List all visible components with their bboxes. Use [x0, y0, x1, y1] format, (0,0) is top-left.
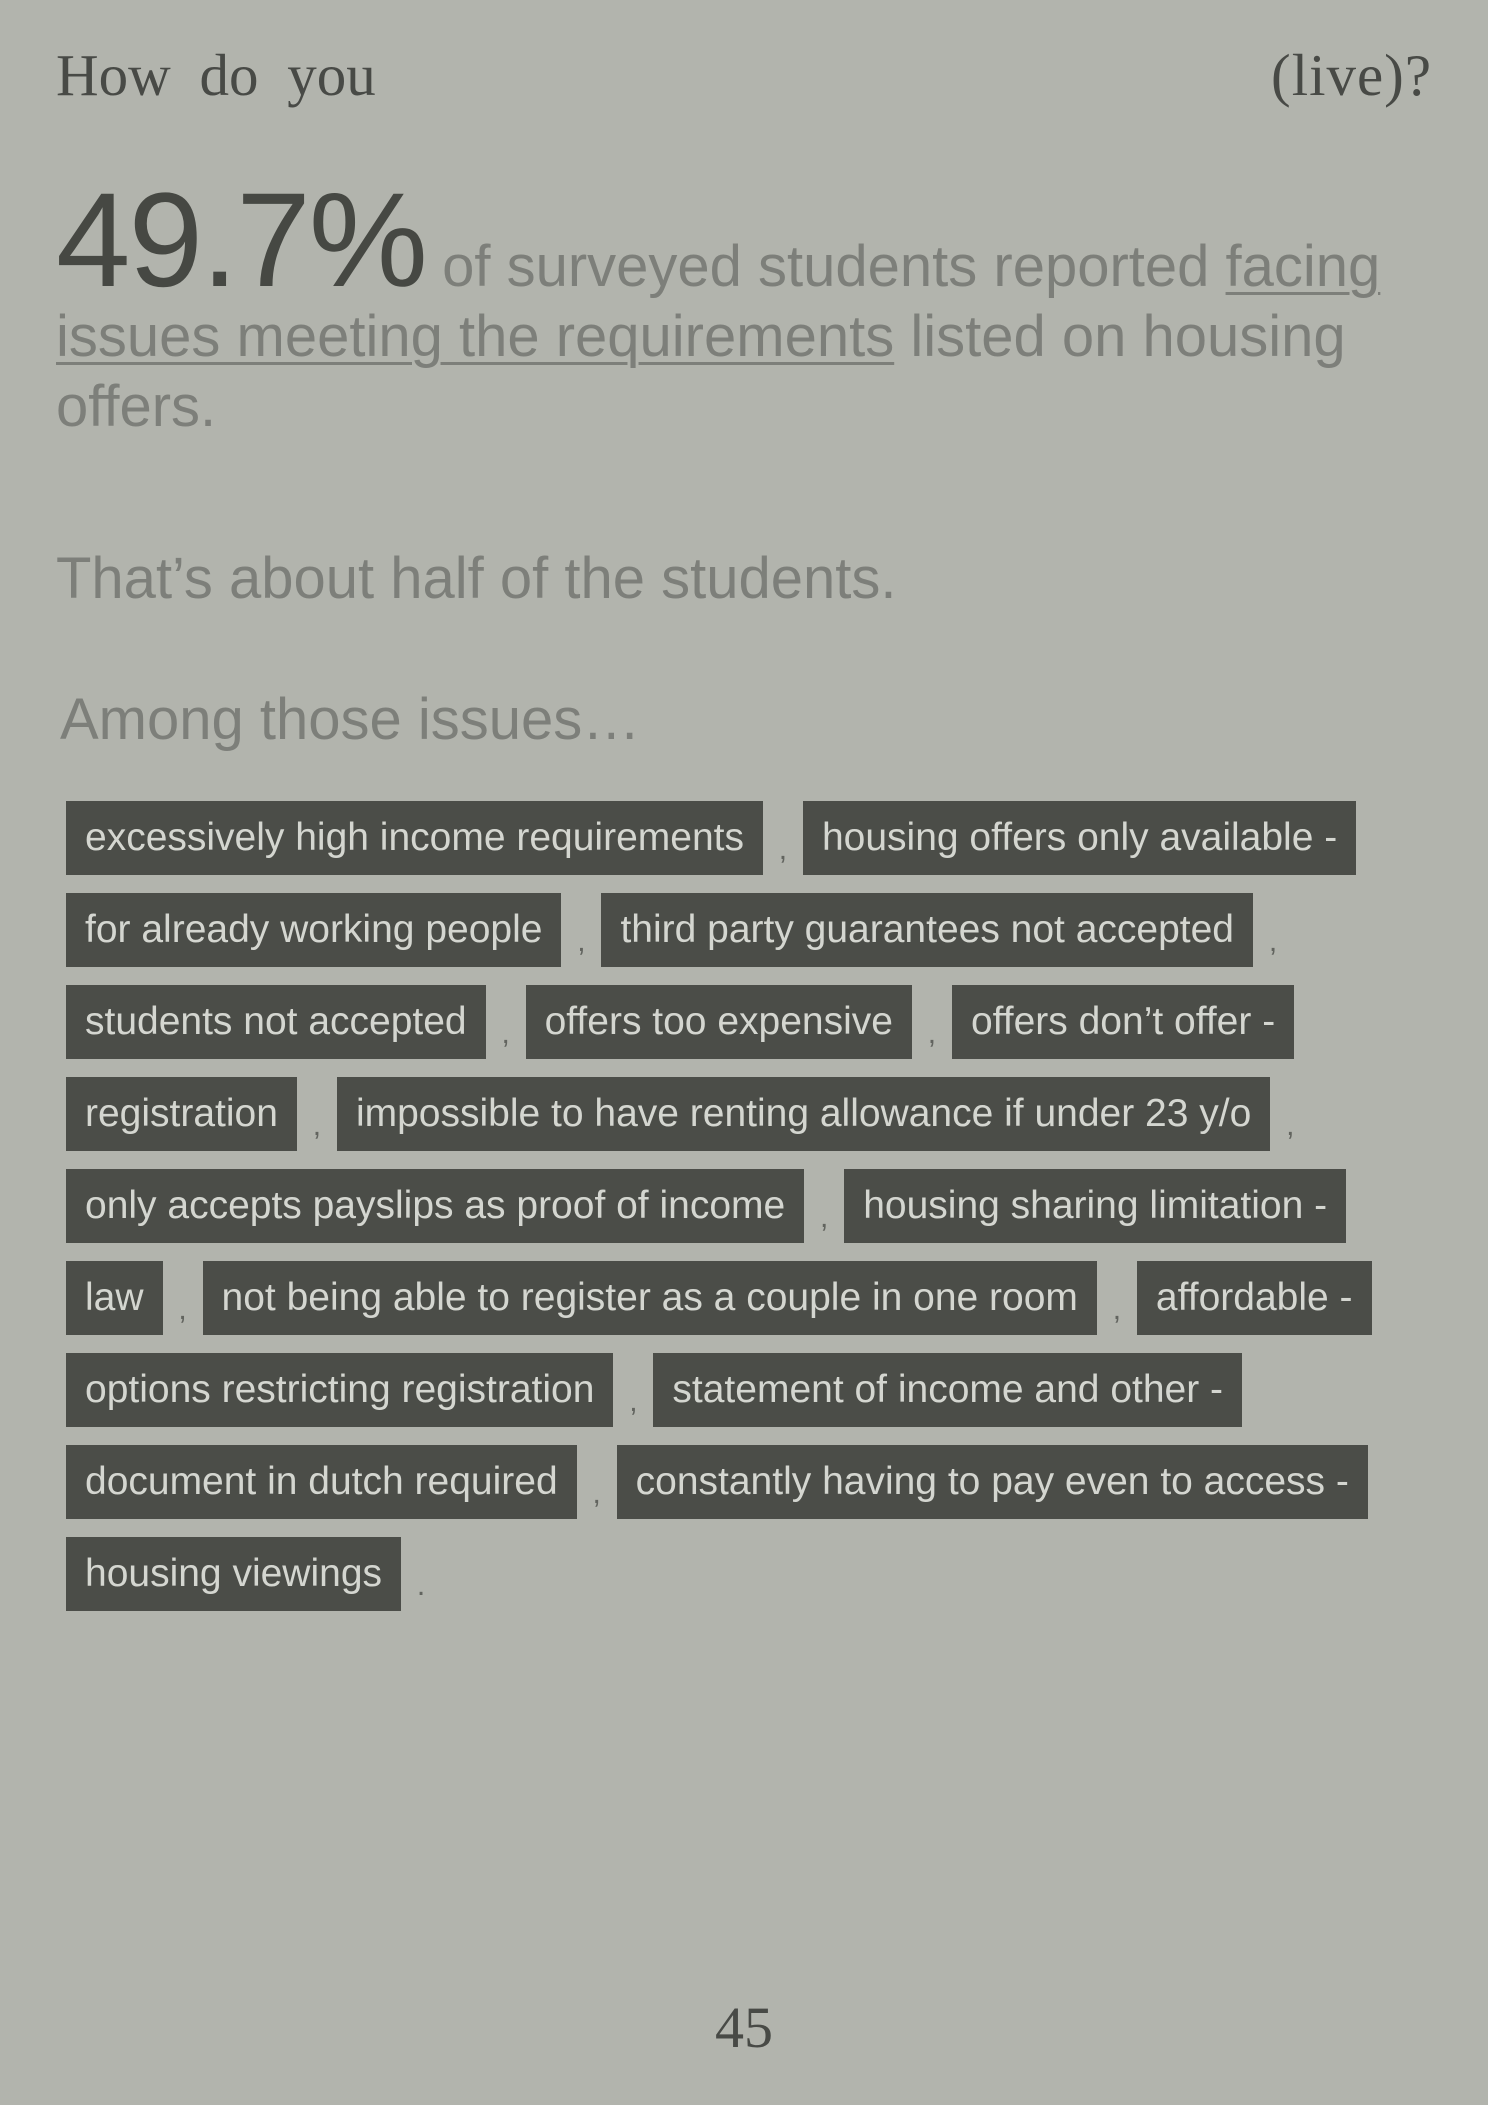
issue-tag: for already working people [66, 893, 561, 967]
stat-paragraph [56, 166, 1386, 442]
issue-separator: , [1268, 925, 1278, 958]
issue-separator: , [577, 925, 586, 958]
issue-row [66, 985, 1426, 1059]
issue-row [66, 1077, 1426, 1151]
issue-tag: housing viewings [66, 1537, 401, 1611]
header-title: How do you [56, 42, 376, 108]
issue-row [66, 1353, 1426, 1427]
issue-separator: , [629, 1385, 638, 1418]
half-statement: That’s about half of the students. [56, 546, 897, 611]
among-heading: Among those issues… [60, 687, 641, 752]
issue-tag: housing sharing limitation - [844, 1169, 1346, 1243]
stat-percent: 49.7% [56, 166, 426, 315]
issue-tag-list [66, 801, 1426, 1629]
issue-row [66, 1537, 1426, 1611]
issue-separator: , [592, 1477, 601, 1510]
issue-tag: statement of income and other - [653, 1353, 1242, 1427]
issue-tag: constantly having to pay even to access - [617, 1445, 1368, 1519]
issue-separator: , [927, 1017, 937, 1050]
issue-row [66, 893, 1426, 967]
issue-tag: affordable - [1137, 1261, 1372, 1335]
issue-separator: , [1112, 1293, 1122, 1326]
issue-tag: only accepts payslips as proof of income [66, 1169, 804, 1243]
issue-tag: registration [66, 1077, 297, 1151]
issue-tag: document in dutch required [66, 1445, 577, 1519]
issue-separator: , [178, 1293, 187, 1326]
issue-row [66, 1445, 1426, 1519]
issue-row [66, 1169, 1426, 1243]
issue-tag: third party guarantees not accepted [601, 893, 1253, 967]
header-live: (live)? [1271, 42, 1432, 108]
issue-separator: . [416, 1569, 426, 1602]
issue-tag: offers don’t offer - [952, 985, 1294, 1059]
issue-tag: housing offers only available - [803, 801, 1356, 875]
page-number: 45 [715, 1995, 773, 2060]
stat-text-2: listed on housing offers. [56, 304, 1346, 439]
issue-tag: options restricting registration [66, 1353, 613, 1427]
issue-separator: , [312, 1109, 322, 1142]
issue-tag: impossible to have renting allowance if under 23 y/o [337, 1077, 1270, 1151]
issue-tag: not being able to register as a couple in one room [203, 1261, 1097, 1335]
issue-tag: law [66, 1261, 163, 1335]
stat-text-1: of surveyed students reported [442, 234, 1210, 299]
issue-tag: excessively high income requirements [66, 801, 763, 875]
issue-separator: , [1286, 1109, 1295, 1142]
issue-row [66, 801, 1426, 875]
issue-tag: students not accepted [66, 985, 486, 1059]
stat-underlined: facing issues meeting the requirements [56, 234, 1381, 369]
issue-separator: , [501, 1017, 510, 1050]
issue-separator: , [778, 833, 788, 866]
issue-separator: , [820, 1201, 829, 1234]
issue-tag: offers too expensive [526, 985, 912, 1059]
issue-row [66, 1261, 1426, 1335]
